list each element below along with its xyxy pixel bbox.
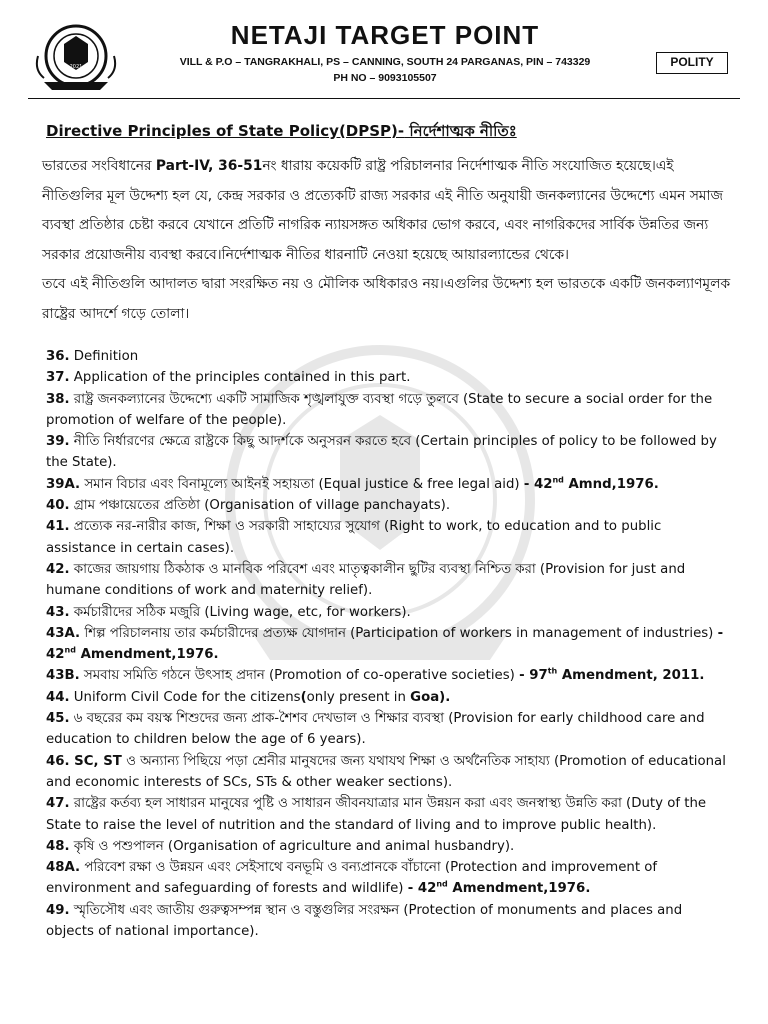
amendment-ordinal: th (547, 667, 558, 677)
page-title (46, 120, 517, 145)
list-item (46, 793, 726, 836)
article-number: 45. (46, 711, 70, 727)
article-text: শিল্প পরিচালনায় তার কর্মচারীদের প্রত্যক্ষ যোগদান (Participation of workers in management of industries) (80, 625, 718, 641)
article-number: 41. (46, 519, 70, 535)
list-item (46, 623, 726, 666)
organization-address: VILL & P.O – TANGRAKHALI, PS – CANNING, SOUTH 24 PARGANAS, PIN – 743329 (179, 56, 591, 68)
amendment-ref: - 42 (523, 476, 553, 492)
amendment-ordinal: nd (552, 475, 564, 485)
intro-text: নং ধারায় কয়েকটি রাষ্ট্র পরিচালনার নির্দেশাত্মক নীতি সংযোজিত হয়েছে।এই নীতিগুলির মূল উদ্দেশ্য হল যে, কেন্দ্র সরকার ও প্রত্যেকটি রাজ্য সরকার এই নীতি অনুযায়ী জনকল্যানের উদ্দেশ্যে এমন সমাজ ব্যবস্থা প্রতিষ্ঠার চেষ্টা করবে যেখানে প্রতিটি নাগরিক ন্যায়সঙ্গত অধিকার ভোগ করবে, এবং নাগরিকদের সার্বিক উন্নতির জন্য সরকার প্রয়োজনীয় ব্যবস্থা করবে।নির্দেশাত্মক নীতির ধারনাটি নেওয়া হয়েছে আয়ারল্যান্ডের থেকে। (42, 158, 723, 263)
article-text: পরিবেশ রক্ষা ও উন্নয়ন এবং সেইসাথে বনভূমি ও বন্যপ্রানকে বাঁচানো (Protection and improvement of environment and safeguarding of forests and wildlife) (46, 860, 658, 897)
article-number: 49. (46, 902, 70, 918)
article-number: 38. (46, 391, 70, 407)
organization-phone: PH NO – 9093105507 (333, 72, 437, 84)
intro-section (42, 152, 732, 330)
subject-badge: POLITY (656, 52, 728, 74)
article-number: 43A. (46, 625, 81, 641)
amendment-ref: - 42 (407, 881, 437, 897)
article-text: সমবায় সমিতি গঠনে উৎসাহ প্রদান (Promotion of co-operative societies) (79, 668, 520, 684)
article-text: ও অন্যান্য পিছিয়ে পড়া শ্রেনীর মানুষদের জন্য যথাযথ শিক্ষা ও অর্থনৈতিক সাহায্য (Promotion of educational and economic interests of SCs, STs & other weaker sections). (46, 753, 726, 790)
article-text: প্রত্যেক নর-নারীর কাজ, শিক্ষা ও সরকারী সাহায্যের সুযোগ (Right to work, to education and to public assistance in certain cases). (46, 519, 662, 556)
list-item (46, 857, 726, 900)
article-number: 42. (46, 561, 70, 577)
article-number: 43B. (46, 668, 80, 684)
list-item (46, 900, 726, 943)
article-number: 44. (46, 689, 70, 705)
article-text: গ্রাম পঞ্চায়েতের প্রতিষ্ঠা (Organisation of village panchayats). (69, 498, 451, 514)
organization-name: NETAJI TARGET POINT (230, 20, 540, 50)
list-item (46, 346, 726, 367)
article-number: 39A. (46, 476, 81, 492)
intro-text: ভারতের সংবিধানের (42, 158, 156, 174)
intro-part-ref: Part-IV, 36-51 (155, 158, 263, 174)
article-number: 40. (46, 498, 70, 514)
list-item (46, 751, 726, 794)
list-item (46, 836, 726, 857)
amendment-year: Amendment,1976. (75, 647, 219, 663)
intro-paragraph-1 (42, 152, 732, 270)
article-text: সমান বিচার এবং বিনামূল্যে আইনই সহায়তা (Equal justice & free legal aid) (80, 476, 524, 492)
list-item (46, 665, 726, 686)
article-number: 48. (46, 838, 70, 854)
title-bengali: নির্দেশাত্মক নীতিঃ (404, 122, 517, 140)
list-item (46, 559, 726, 602)
article-list (46, 346, 726, 942)
article-number: 48A. (46, 860, 81, 876)
article-text: কৃষি ও পশুপালন (Organisation of agriculture and animal husbandry). (69, 838, 515, 854)
article-text: only present in (306, 689, 411, 705)
amendment-year: Amendment, 2011. (557, 668, 705, 684)
amendment-ref: - 42 (46, 625, 724, 663)
list-item (46, 687, 726, 708)
amendment-ref: - 97 (519, 668, 548, 684)
article-text: নীতি নির্ধারণের ক্ষেত্রে রাষ্ট্রকে কিছু আদর্শকে অনুসরন করতে হবে (Certain principles of policy to be followed by the State). (46, 434, 717, 471)
intro-paragraph-2: তবে এই নীতিগুলি আদালত দ্বারা সংরক্ষিত নয় ও মৌলিক অধিকারও নয়।এগুলির উদ্দেশ্য হল ভারতকে একটি জনকল্যাণমূলক রাষ্ট্রের আদর্শে গড়ে তোলা। (42, 276, 731, 322)
article-text: Application of the principles contained in this part. (69, 370, 411, 386)
institute-logo (34, 22, 118, 94)
list-item (46, 431, 726, 474)
article-text: Goa). (410, 689, 451, 705)
article-text: Uniform Civil Code for the citizens (69, 689, 301, 705)
article-text: রাষ্ট্র জনকল্যানের উদ্দেশ্যে একটি সামাজিক শৃঙ্খলাযুক্ত ব্যবস্থা গড়ে তুলবে (State to secure a social order for the promotion of welfare of the people). (46, 391, 713, 428)
amendment-ordinal: nd (436, 880, 448, 889)
article-text: কর্মচারীদের সঠিক মজুরি (Living wage, etc, for workers). (69, 604, 411, 620)
amendment-year: Amnd,1976. (563, 476, 659, 492)
article-text: ৬ বছরের কম বয়স্ক শিশুদের জন্য প্রাক-শৈশব দেখভাল ও শিক্ষার ব্যবস্থা (Provision for early childhood care and education to children below the age of 6 years). (46, 711, 705, 748)
amendment-ordinal: nd (64, 645, 76, 655)
article-text: স্মৃতিসৌধ এবং জাতীয় গুরুত্বসম্পন্ন স্থান ও বস্তুগুলির সংরক্ষন (Protection of monuments and places and objects of national importance). (46, 902, 683, 940)
article-number: 37. (46, 370, 70, 386)
article-text: ( (300, 689, 307, 705)
article-text: কাজের জায়গায় ঠিকঠাক ও মানবিক পরিবেশ এবং মাতৃত্বকালীন ছুটির ব্যবস্থা নিশ্চিত করা (Provision for just and humane conditions of work and maternity relief). (46, 561, 686, 599)
list-item (46, 495, 726, 516)
article-number: 36. (46, 349, 70, 364)
article-text: Definition (69, 349, 139, 364)
list-item (46, 474, 726, 495)
list-item (46, 389, 726, 432)
list-item (46, 708, 726, 751)
list-item (46, 516, 726, 559)
logo-year: 2021 (69, 64, 83, 70)
amendment-year: Amendment,1976. (447, 881, 591, 897)
list-item (46, 602, 726, 623)
article-number: 46. SC, ST (46, 753, 122, 769)
list-item (46, 367, 726, 388)
article-number: 43. (46, 604, 70, 620)
header-divider (28, 98, 740, 99)
title-english: Directive Principles of State Policy(DPSP)- (46, 122, 405, 140)
article-text: রাষ্ট্রের কর্তব্য হল সাধারন মানুষের পুষ্টি ও সাধারন জীবনযাত্রার মান উন্নয়ন করা এবং জনস্বাস্থ্য উন্নতি করা (Duty of the State to raise the level of nutrition and the standard of living and to improve public health). (46, 796, 707, 833)
article-number: 39. (46, 434, 70, 450)
article-number: 47. (46, 796, 70, 812)
